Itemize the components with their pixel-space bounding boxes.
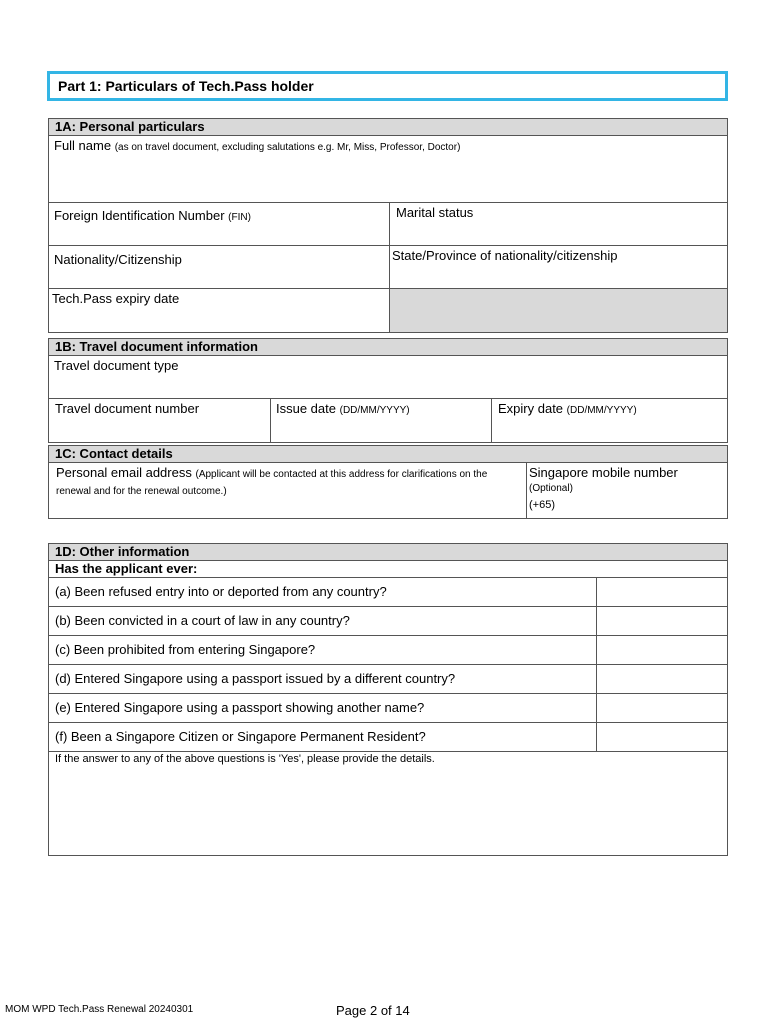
question-a: (a) Been refused entry into or deported from any country? (49, 578, 597, 606)
fin-row (49, 203, 727, 246)
issue-date-field[interactable] (270, 399, 491, 442)
question-e: (e) Entered Singapore using a passport showing another name? (49, 694, 597, 722)
fin-label: Foreign Identification Number (54, 208, 225, 223)
marital-status-label: Marital status (396, 205, 474, 220)
question-row (49, 578, 727, 607)
answer-f-field[interactable] (597, 723, 727, 751)
state-province-label: State/Province of nationality/citizenship (392, 248, 618, 263)
mobile-optional: (Optional) (529, 483, 573, 494)
question-d: (d) Entered Singapore using a passport issued by a different country? (49, 665, 597, 693)
nationality-row (49, 246, 727, 289)
contact-row (49, 463, 727, 518)
doc-type-row (49, 356, 727, 399)
email-field[interactable] (49, 463, 526, 518)
question-row (49, 636, 727, 665)
issue-date-label: Issue date (276, 401, 336, 416)
expiry-row (49, 289, 727, 332)
techpass-expiry-field[interactable] (49, 289, 389, 332)
question-row (49, 607, 727, 636)
section-subheading: Has the applicant ever: (49, 561, 727, 578)
part-title: Part 1: Particulars of Tech.Pass holder (47, 71, 728, 101)
travel-doc-number-field[interactable] (49, 399, 270, 442)
expiry-date-label: Expiry date (498, 401, 564, 416)
doc-number-row (49, 399, 727, 442)
email-note: (Applicant will be contacted at this address for clarifications on the renewal and for the renewal outcome.) (56, 469, 488, 497)
greyed-cell (389, 289, 727, 332)
section-heading: 1C: Contact details (49, 446, 727, 463)
details-field[interactable] (49, 752, 727, 855)
expiry-date-field[interactable] (491, 399, 727, 442)
footer-form-id: MOM WPD Tech.Pass Renewal 20240301 (5, 1004, 194, 1015)
state-province-field[interactable] (389, 246, 727, 288)
question-row (49, 694, 727, 723)
full-name-note: (as on travel document, excluding salutations e.g. Mr, Miss, Professor, Doctor) (114, 142, 461, 153)
marital-status-field[interactable] (389, 203, 727, 245)
section-other-information (48, 543, 728, 856)
nationality-field[interactable] (49, 246, 389, 288)
expiry-date-note: (DD/MM/YYYY) (566, 405, 637, 416)
issue-date-note: (DD/MM/YYYY) (339, 405, 410, 416)
full-name-label: Full name (54, 138, 112, 153)
answer-d-field[interactable] (597, 665, 727, 693)
techpass-expiry-label: Tech.Pass expiry date (52, 291, 180, 306)
answer-c-field[interactable] (597, 636, 727, 664)
mobile-label: Singapore mobile number (529, 465, 678, 480)
question-b: (b) Been convicted in a court of law in any country? (49, 607, 597, 635)
question-row (49, 723, 727, 752)
question-f: (f) Been a Singapore Citizen or Singapore Permanent Resident? (49, 723, 597, 751)
travel-doc-number-label: Travel document number (55, 401, 200, 416)
answer-e-field[interactable] (597, 694, 727, 722)
full-name-row (49, 136, 727, 203)
section-travel-document (48, 338, 728, 443)
answer-b-field[interactable] (597, 607, 727, 635)
mobile-field[interactable] (526, 463, 727, 518)
section-heading: 1D: Other information (49, 544, 727, 561)
section-heading: 1A: Personal particulars (49, 119, 727, 136)
answer-a-field[interactable] (597, 578, 727, 606)
question-c: (c) Been prohibited from entering Singapore? (49, 636, 597, 664)
fin-note: (FIN) (228, 212, 251, 223)
full-name-field[interactable] (49, 136, 727, 202)
travel-doc-type-label: Travel document type (54, 358, 179, 373)
footer-page-number: Page 2 of 14 (336, 1003, 410, 1018)
section-personal-particulars (48, 118, 728, 333)
fin-field[interactable] (49, 203, 389, 245)
nationality-label: Nationality/Citizenship (54, 252, 182, 267)
travel-doc-type-field[interactable] (49, 356, 727, 398)
email-label: Personal email address (56, 465, 192, 480)
mobile-prefix: (+65) (529, 499, 555, 511)
section-heading: 1B: Travel document information (49, 339, 727, 356)
details-label: If the answer to any of the above questions is 'Yes', please provide the details. (55, 753, 435, 765)
section-contact-details (48, 445, 728, 519)
question-row (49, 665, 727, 694)
